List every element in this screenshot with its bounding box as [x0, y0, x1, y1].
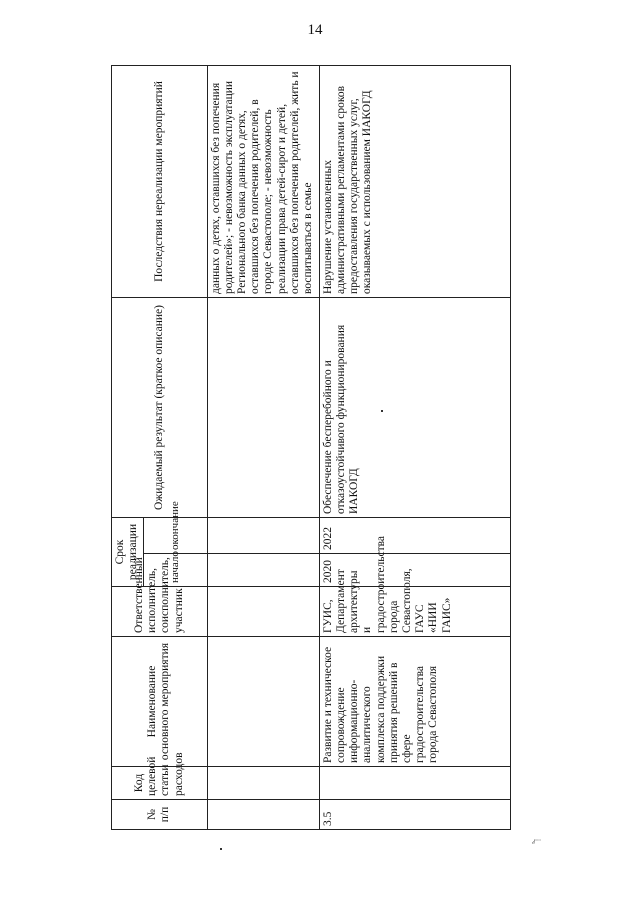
cell-result — [207, 298, 319, 518]
cell-end — [207, 518, 319, 554]
header-term-start: начало — [143, 554, 207, 587]
header-name: Наименование основного мероприятия — [112, 637, 208, 767]
cell-code — [319, 767, 510, 800]
cell-responsible — [207, 587, 319, 637]
header-consequences: Последствия нереализации мероприятий — [112, 66, 208, 298]
table-row — [319, 66, 510, 830]
page-number: 14 — [307, 22, 323, 38]
cell-end: 2022 — [319, 518, 510, 554]
scan-speck — [381, 410, 383, 412]
cell-code — [207, 767, 319, 800]
cell-name — [207, 637, 319, 767]
header-responsible: Ответственный исполнитель, соисполнитель, участник — [112, 587, 208, 637]
cell-start — [207, 554, 319, 587]
cell-result: Обеспечение бесперебойного и отказоустойчивого функционирования ИАКОГД — [319, 298, 510, 518]
rotated-table-container — [111, 66, 511, 830]
scan-speck — [220, 848, 222, 850]
header-result: Ожидаемый результат (краткое описание) — [112, 298, 208, 518]
margin-handwriting-mark: ·ˢ'ʾʿʾ — [531, 838, 541, 848]
measures-table — [111, 65, 511, 830]
cell-responsible: ГУИС, Департамент архитектуры и градостроительства города Севастополя, ГАУС «НИИ ГАИС» — [319, 587, 510, 637]
cell-num — [207, 800, 319, 830]
cell-name: Развитие и техническое сопровождение информационно-аналитического комплекса поддержки принятия решений в сфере градостроительства города Севастополя — [319, 637, 510, 767]
cell-consequences: данных о детях, оставшихся без попечения родителей»; - невозможность эксплуатации Регионального банка данных о детях, оставшихся без попечения родителей, в городе Севастополе; - невозможность реализации права детей-сирот и детей, оставшихся без попечения родителей, жить и воспитываться в семье — [207, 66, 319, 298]
cell-num: 3.5 — [319, 800, 510, 830]
table-row — [207, 66, 319, 830]
cell-start: 2020 — [319, 554, 510, 587]
header-num: № п/п — [112, 800, 208, 830]
header-code: Код целевой статьи расходов — [112, 767, 208, 800]
header-term-end: окончание — [143, 518, 207, 554]
cell-consequences: Нарушение установленных административными регламентами сроков предоставления государственных услуг, оказываемых с использованием ИАКОГД — [319, 66, 510, 298]
header-term: Срок реализации — [112, 518, 144, 587]
